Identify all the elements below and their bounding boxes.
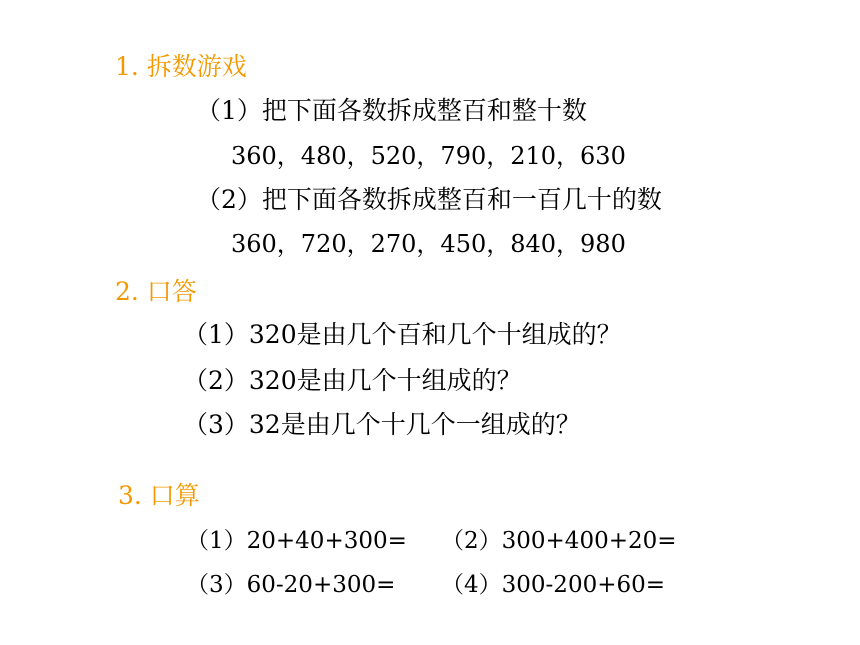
section-1-heading: 1. 拆数游戏 [115, 52, 247, 81]
section-1-sub-2-numbers: 360，720，270，450，840，980 [231, 230, 626, 258]
section-2-question: （2）320是由几个十组成的？ [183, 366, 522, 395]
section-1-sub-1-label: （1）把下面各数拆成整百和整十数 [196, 96, 587, 125]
section-2-question: （3）32是由几个十几个一组成的？ [183, 410, 581, 439]
section-3-problem: （3）60-20+300= [186, 572, 396, 598]
section-1-sub-1-numbers: 360，480，520，790，210，630 [231, 142, 626, 170]
section-1-sub-2-label: （2）把下面各数拆成整百和一百几十的数 [196, 185, 662, 214]
section-3-heading: 3. 口算 [118, 481, 200, 510]
section-3-problem: （2）300+400+20= [441, 528, 677, 554]
section-3-problem: （1）20+40+300= [186, 528, 407, 554]
section-2-heading: 2. 口答 [115, 277, 197, 306]
section-3-problem: （4）300-200+60= [441, 572, 666, 598]
section-2-question: （1）320是由几个百和几个十组成的？ [183, 320, 622, 349]
